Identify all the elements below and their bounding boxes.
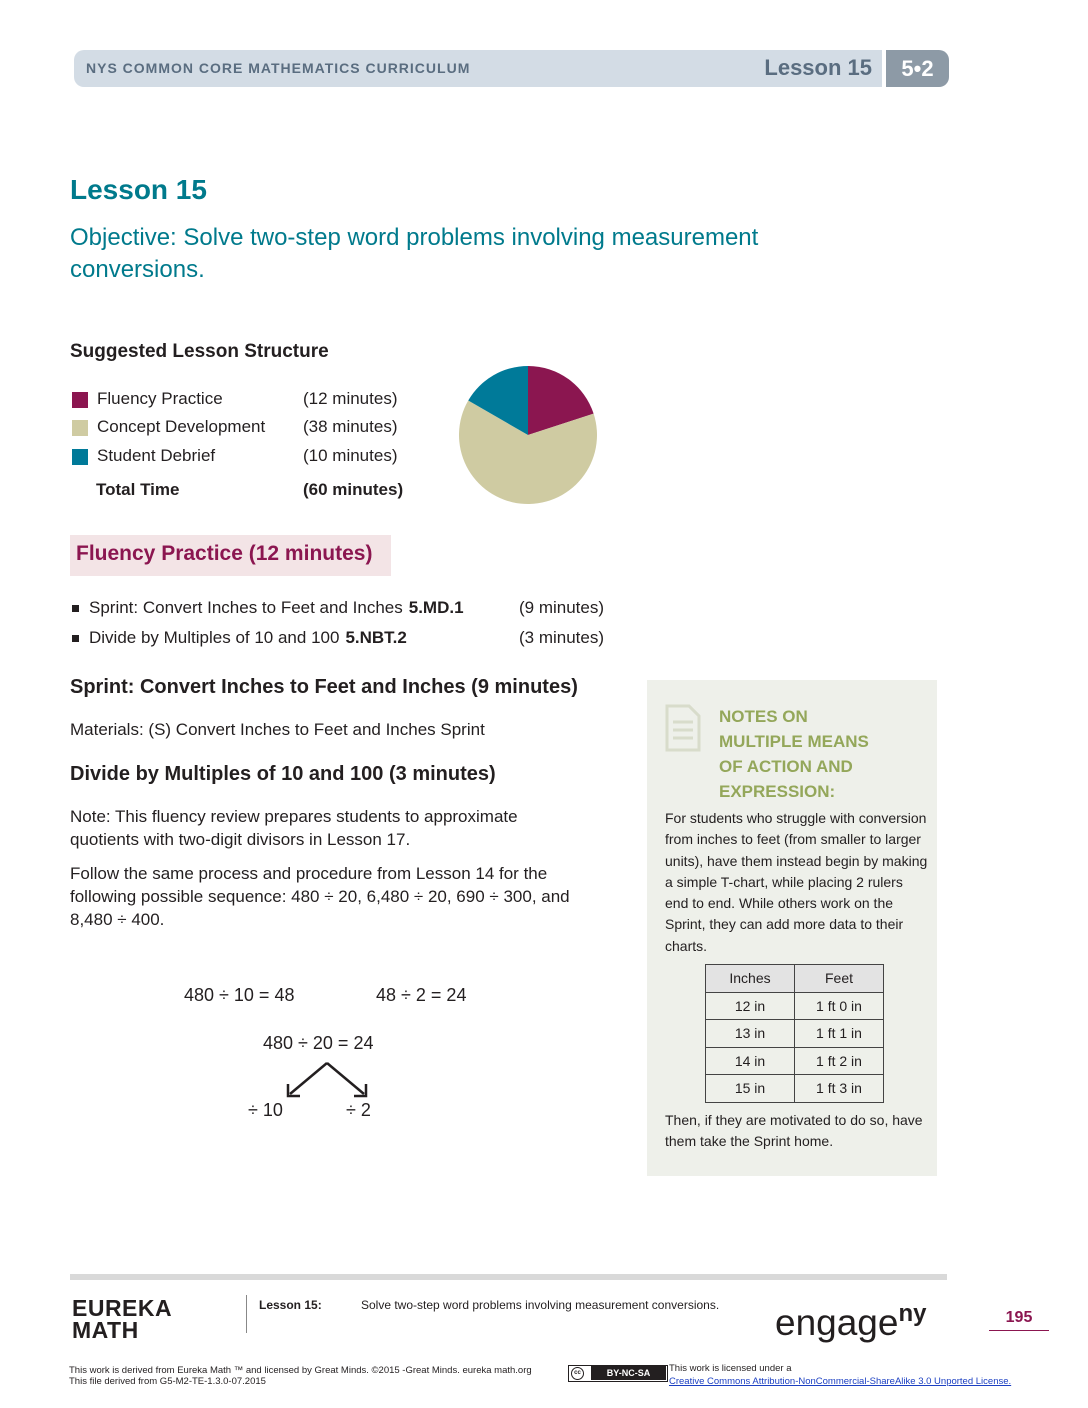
notes-after: Then, if they are motivated to do so, have them take the Sprint home. bbox=[665, 1112, 923, 1150]
table-header: Feet bbox=[795, 965, 884, 993]
structure-minutes: (38 minutes) bbox=[303, 417, 398, 436]
header-bar bbox=[74, 50, 882, 87]
standard-code: 5.NBT.2 bbox=[345, 628, 407, 647]
license-link[interactable]: Creative Commons Attribution-NonCommercial-ShareAlike 3.0 Unported License. bbox=[669, 1376, 1012, 1387]
fluency-item-minutes: (9 minutes) bbox=[519, 598, 605, 617]
equation-2: 48 ÷ 2 = 24 bbox=[376, 985, 467, 1005]
fluency-section-banner bbox=[70, 535, 391, 576]
legend-swatch bbox=[72, 449, 88, 465]
fluency-item-text: Sprint: Convert Inches to Feet and Inches 5.MD.1 bbox=[89, 598, 464, 617]
cc-badge-text: BY-NC-SA bbox=[591, 1366, 666, 1380]
footer-lesson-objective: Solve two-step word problems involving measurement conversions. bbox=[361, 1298, 720, 1312]
total-minutes: (60 minutes) bbox=[303, 480, 404, 499]
table-cell: 13 in bbox=[706, 1020, 795, 1048]
divide-heading: Divide by Multiples of 10 and 100 (3 minutes) bbox=[70, 763, 496, 785]
lesson-structure-pie-chart bbox=[458, 365, 598, 505]
divide-note: Note: This fluency review prepares students to approximate quotients with two-digit divisors in Lesson 17. bbox=[70, 807, 518, 849]
page-header bbox=[74, 50, 949, 87]
sprint-heading: Sprint: Convert Inches to Feet and Inches (9 minutes) bbox=[70, 676, 578, 698]
structure-heading: Suggested Lesson Structure bbox=[70, 341, 329, 362]
table-row bbox=[706, 992, 884, 1020]
fluency-item-text: Divide by Multiples of 10 and 100 5.NBT.2 bbox=[89, 628, 407, 647]
total-label: Total Time bbox=[96, 480, 180, 499]
eureka-math-logo: EUREKA MATH bbox=[72, 1295, 173, 1343]
license-line-1: This work is licensed under a bbox=[669, 1363, 792, 1374]
fluency-item-minutes: (3 minutes) bbox=[519, 628, 605, 647]
footer-rule bbox=[70, 1274, 947, 1280]
structure-label: Concept Development bbox=[97, 417, 266, 436]
branch-arrows-icon bbox=[280, 1060, 380, 1100]
structure-minutes: (10 minutes) bbox=[303, 446, 398, 465]
creative-commons-badge bbox=[568, 1365, 668, 1382]
table-cell: 12 in bbox=[706, 992, 795, 1020]
table-cell: 1 ft 0 in bbox=[795, 992, 884, 1020]
header-lesson: Lesson 15 bbox=[764, 55, 872, 80]
credit-line-2: This file derived from G5-M2-TE-1.3.0-07.2015 bbox=[69, 1376, 266, 1387]
engageny-logo: engage$^{ny}$ bbox=[775, 1300, 927, 1343]
structure-label: Fluency Practice bbox=[97, 389, 223, 408]
legend-swatch bbox=[72, 420, 88, 436]
table-row bbox=[706, 1075, 884, 1103]
footer-lesson-label: Lesson 15: bbox=[259, 1298, 322, 1312]
legend-swatch bbox=[72, 392, 88, 408]
sprint-materials: Materials: (S) Convert Inches to Feet and Inches Sprint bbox=[70, 720, 485, 739]
equation-1: 480 ÷ 10 = 48 bbox=[184, 985, 295, 1005]
cc-icon: cc bbox=[571, 1367, 584, 1380]
bullet-icon bbox=[72, 635, 79, 642]
branch-left-label: ÷ 10 bbox=[248, 1100, 283, 1120]
lesson-objective: Objective: Solve two-step word problems involving measurement conversions. bbox=[70, 224, 759, 283]
inches-feet-table bbox=[705, 964, 884, 1103]
branch-right-label: ÷ 2 bbox=[346, 1100, 371, 1120]
standard-code: 5.MD.1 bbox=[408, 598, 464, 617]
bullet-icon bbox=[72, 605, 79, 612]
table-cell: 1 ft 3 in bbox=[795, 1075, 884, 1103]
table-cell: 15 in bbox=[706, 1075, 795, 1103]
table-row bbox=[706, 1020, 884, 1048]
credit-line-1: This work is derived from Eureka Math ™ and licensed by Great Minds. ©2015 -Great Minds. eureka math.org bbox=[69, 1365, 532, 1376]
table-cell: 1 ft 1 in bbox=[795, 1020, 884, 1048]
fluency-title: Fluency Practice (12 minutes) bbox=[76, 542, 373, 565]
table-cell: 1 ft 2 in bbox=[795, 1047, 884, 1075]
table-header-row bbox=[706, 965, 884, 993]
table-row bbox=[706, 1047, 884, 1075]
lesson-title: Lesson 15 bbox=[70, 174, 207, 205]
notes-body: For students who struggle with conversion from inches to feet (from smaller to larger units), have them instead begin by making a simple T-chart, while placing 2 rulers end to end. While others work on the Sprint, they can add more data to their charts. bbox=[665, 810, 928, 954]
divide-follow: Follow the same process and procedure from Lesson 14 for the following possible sequence: 480 ÷ 20, 6,480 ÷ 20, 690 ÷ 300, and 8,480 ÷ 400. bbox=[70, 864, 570, 929]
structure-minutes: (12 minutes) bbox=[303, 389, 398, 408]
curriculum-title: NYS COMMON CORE MATHEMATICS CURRICULUM bbox=[86, 60, 471, 76]
notes-sidebar bbox=[647, 680, 937, 1176]
notes-heading: NOTES ON MULTIPLE MEANS OF ACTION AND EXPRESSION: bbox=[719, 707, 869, 801]
footer-divider bbox=[246, 1295, 247, 1333]
module-badge: 5•2 bbox=[886, 50, 949, 87]
document-icon bbox=[665, 704, 701, 752]
table-header: Inches bbox=[706, 965, 795, 993]
table-cell: 14 in bbox=[706, 1047, 795, 1075]
structure-label: Student Debrief bbox=[97, 446, 216, 465]
page-number: 195 bbox=[989, 1309, 1049, 1331]
equation-3: 480 ÷ 20 = 24 bbox=[263, 1033, 374, 1053]
